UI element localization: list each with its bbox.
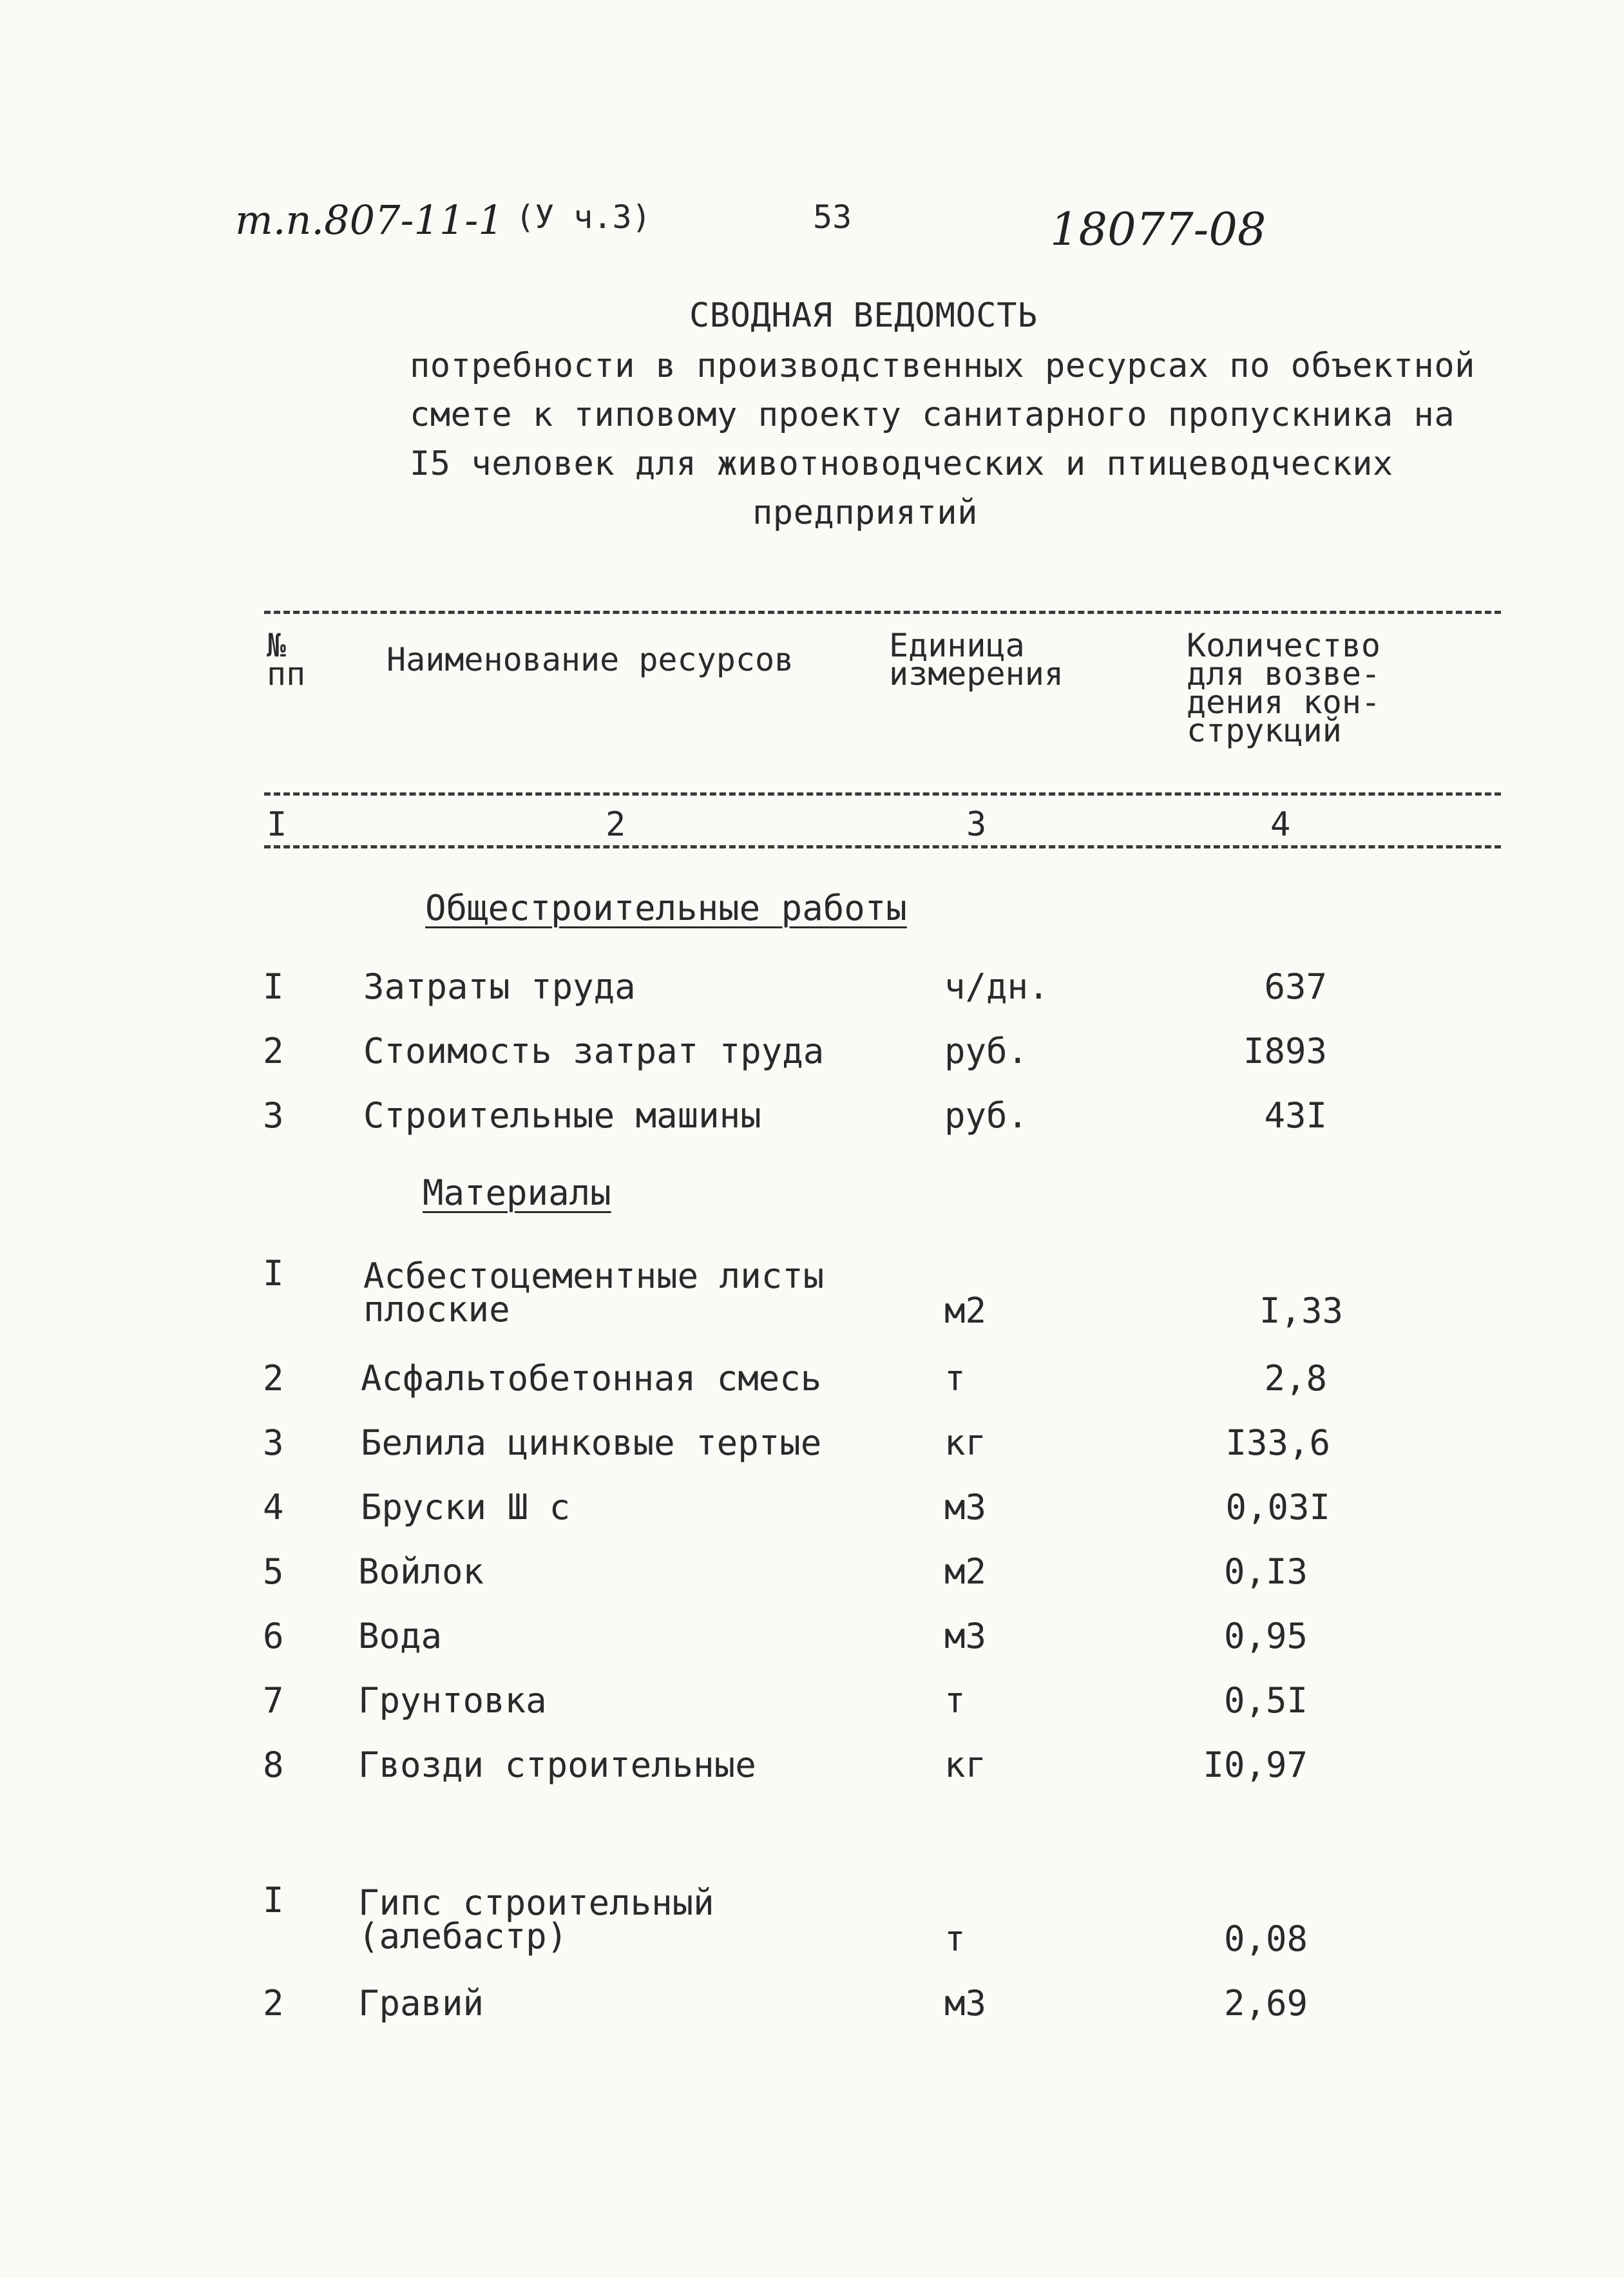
doc-code: т.п.807-11-1 [235, 196, 504, 244]
title-line-5: предприятий [752, 493, 978, 532]
section-title-general-works: Общестроительные работы [425, 888, 907, 928]
unit: м3 [944, 1487, 987, 1527]
row-number: 3 [263, 1095, 284, 1136]
quantity: 0,I3 [1223, 1551, 1308, 1592]
unit: м3 [944, 1616, 987, 1656]
column-header-number [267, 627, 306, 693]
resource-name [363, 1256, 825, 1330]
quantity: I893 [1243, 1031, 1327, 1071]
table-top-rule [264, 611, 1501, 614]
column-header-unit [889, 627, 1064, 693]
row-number: I [263, 1253, 284, 1294]
resource-name: Вода [358, 1616, 443, 1656]
resource-name: Асфальтобетонная смесь [361, 1358, 822, 1399]
column-number-4: 4 [1270, 805, 1292, 844]
unit: м2 [944, 1551, 987, 1592]
row-number: 8 [263, 1745, 284, 1785]
column-header-line: измерения [889, 655, 1064, 693]
unit: м2 [944, 1290, 987, 1331]
row-number: 2 [263, 1031, 284, 1071]
resource-name: Войлок [358, 1551, 484, 1592]
unit: кг [944, 1422, 987, 1463]
resource-name: Белила цинковые тертые [361, 1422, 822, 1463]
column-header-line: Количество [1187, 627, 1381, 664]
unit: т [944, 1919, 966, 1959]
quantity: 43I [1264, 1095, 1327, 1136]
unit: т [944, 1680, 966, 1721]
quantity: 0,03I [1225, 1487, 1330, 1527]
resource-name-line: Асбестоцементные листы [363, 1256, 825, 1296]
unit: ч/дн. [944, 966, 1049, 1007]
table-header-rule [264, 792, 1501, 796]
row-number: 2 [263, 1358, 284, 1399]
quantity: 2,69 [1223, 1983, 1308, 2024]
column-header-line: струкций [1187, 712, 1342, 749]
quantity: 0,08 [1223, 1919, 1308, 1959]
quantity: 0,5I [1223, 1680, 1308, 1721]
column-numbers-rule [264, 845, 1501, 848]
unit: кг [944, 1745, 987, 1785]
unit: руб. [944, 1095, 1029, 1136]
column-header-line: дения кон- [1187, 684, 1381, 721]
column-header-line: № [267, 627, 287, 664]
row-number: 2 [263, 1983, 284, 2024]
column-header-line: Наименование ресурсов [387, 641, 794, 678]
title-line-2: потребности в производственных ресурсах по объектной [410, 347, 1475, 385]
quantity: 2,8 [1264, 1358, 1327, 1399]
unit: м3 [944, 1983, 987, 2024]
column-header-line: Единица [889, 627, 1025, 664]
title-line-4: I5 человек для животноводческих и птицеводческих [410, 445, 1393, 483]
row-number: 3 [263, 1422, 284, 1463]
volume-label: (У ч.3) [515, 198, 651, 236]
column-number-2: 2 [606, 805, 627, 844]
unit: т [944, 1358, 966, 1399]
quantity: I0,97 [1203, 1745, 1308, 1785]
resource-name: Бруски Ш с [361, 1487, 571, 1527]
quantity: 637 [1264, 966, 1327, 1007]
quantity: 0,95 [1223, 1616, 1308, 1656]
title-line-3: смете к типовому проекту санитарного пропускника на [410, 396, 1455, 434]
column-header-quantity [1187, 627, 1381, 749]
resource-name-line: плоские [363, 1289, 510, 1330]
resource-name [358, 1882, 714, 1957]
page-number: 53 [813, 198, 852, 236]
row-number: 6 [263, 1616, 284, 1656]
resource-name: Строительные машины [363, 1095, 761, 1136]
unit: руб. [944, 1031, 1029, 1071]
section-title-materials: Материалы [423, 1172, 611, 1213]
resource-name: Грунтовка [358, 1680, 547, 1721]
column-number-3: 3 [966, 805, 988, 844]
resource-name-line: (алебастр) [358, 1916, 568, 1957]
row-number: 4 [263, 1487, 284, 1527]
resource-name-line: Гипс строительный [358, 1882, 714, 1923]
document-title: СВОДНАЯ ВЕДОМОСТЬ [689, 296, 1038, 335]
row-number: 7 [263, 1680, 284, 1721]
quantity: I33,6 [1225, 1422, 1330, 1463]
column-header-line: пп [267, 655, 306, 693]
inventory-number: 18077-08 [1050, 203, 1266, 256]
resource-name: Гравий [358, 1983, 484, 2024]
resource-name: Гвозди строительные [358, 1745, 756, 1785]
quantity: I,33 [1259, 1290, 1343, 1331]
row-number: I [263, 1880, 284, 1920]
column-header-line: для возве- [1187, 655, 1381, 693]
resource-name: Затраты труда [363, 966, 636, 1007]
resource-name: Стоимость затрат труда [363, 1031, 825, 1071]
row-number: I [263, 966, 284, 1007]
row-number: 5 [263, 1551, 284, 1592]
column-header-name [387, 641, 794, 678]
column-number-1: I [267, 805, 288, 844]
